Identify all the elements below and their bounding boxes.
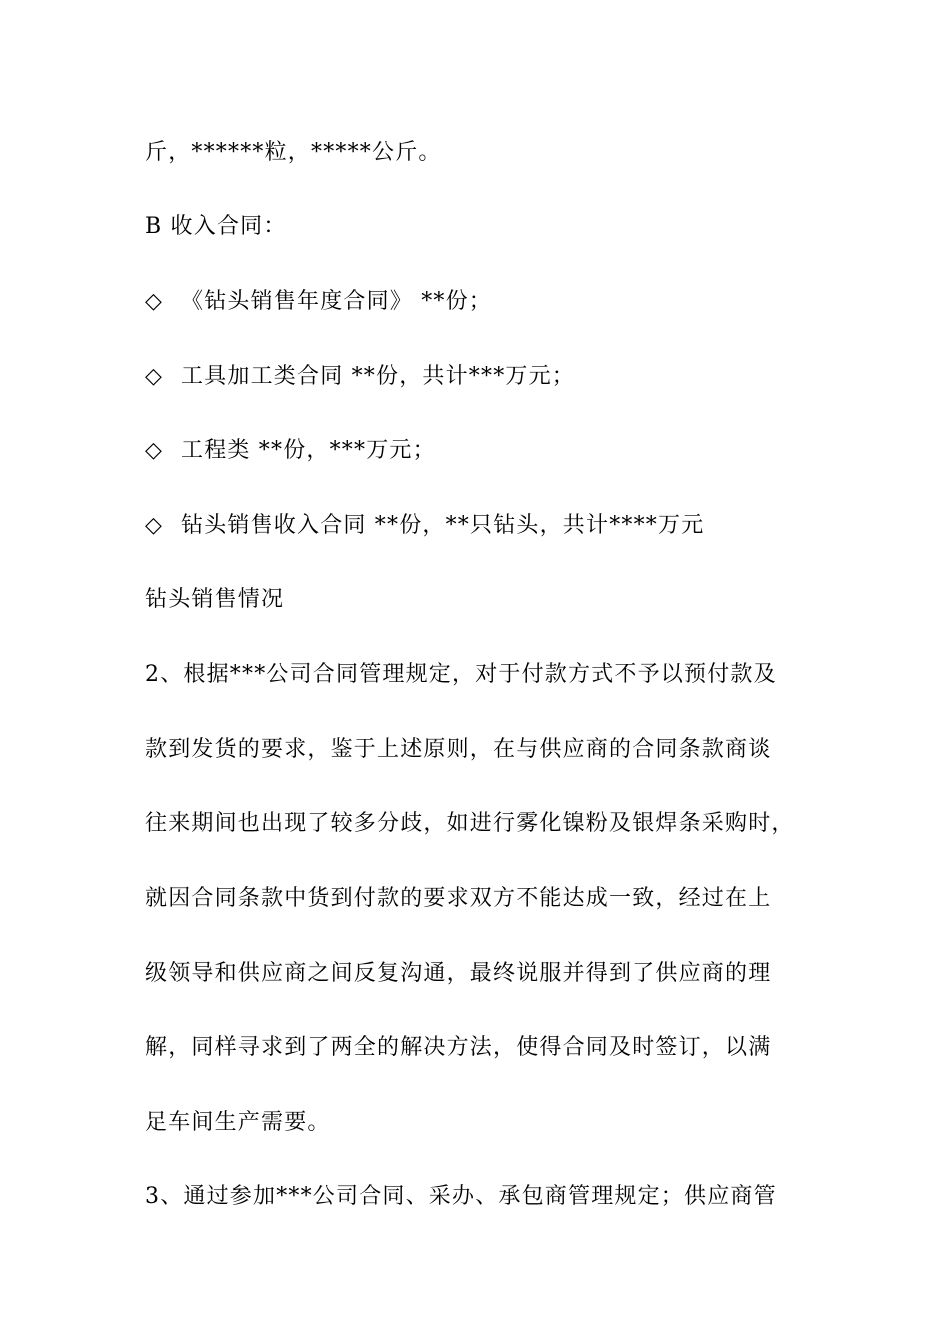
bullet-item-4 (145, 511, 825, 541)
bullet-item-text: 工具加工类合同 **份，共计***万元； (181, 364, 575, 389)
bullet-item-2 (145, 362, 825, 392)
diamond-bullet-icon: ◇ (145, 289, 164, 314)
text-line-10: 往来期间也出现了较多分歧，如进行雾化镍粉及银焊条采购时， (145, 811, 795, 836)
bullet-item-text: 《钻头销售年度合同》 **份； (181, 289, 492, 314)
bullet-item-1 (145, 287, 825, 317)
diamond-bullet-icon: ◇ (145, 364, 164, 389)
text-line-8: 2、根据***公司合同管理规定，对于付款方式不予以预付款及 (145, 662, 777, 687)
text-line-7: 钻头销售情况 (145, 587, 285, 612)
text-line-15: 3、通过参加***公司合同、采办、承包商管理规定；供应商管 (145, 1184, 777, 1209)
text-line-1: 斤，******粒，*****公斤。 (145, 140, 442, 165)
text-line-11: 就因合同条款中货到付款的要求双方不能达成一致，经过在上 (145, 886, 772, 911)
diamond-bullet-icon: ◇ (145, 438, 164, 463)
bullet-item-text: 钻头销售收入合同 **份，**只钻头，共计****万元 (181, 513, 705, 538)
bullet-item-text: 工程类 **份，***万元； (181, 438, 436, 463)
text-line-12: 级领导和供应商之间反复沟通，最终说服并得到了供应商的理 (145, 961, 772, 986)
text-line-13: 解，同样寻求到了两全的解决方法，使得合同及时签订，以满 (145, 1035, 772, 1060)
text-line-14: 足车间生产需要。 (145, 1110, 331, 1135)
text-line-9: 款到发货的要求，鉴于上述原则，在与供应商的合同条款商谈 (145, 737, 772, 762)
bullet-item-3 (145, 436, 825, 466)
diamond-bullet-icon: ◇ (145, 513, 164, 538)
text-line-2: B 收入合同： (145, 214, 287, 239)
